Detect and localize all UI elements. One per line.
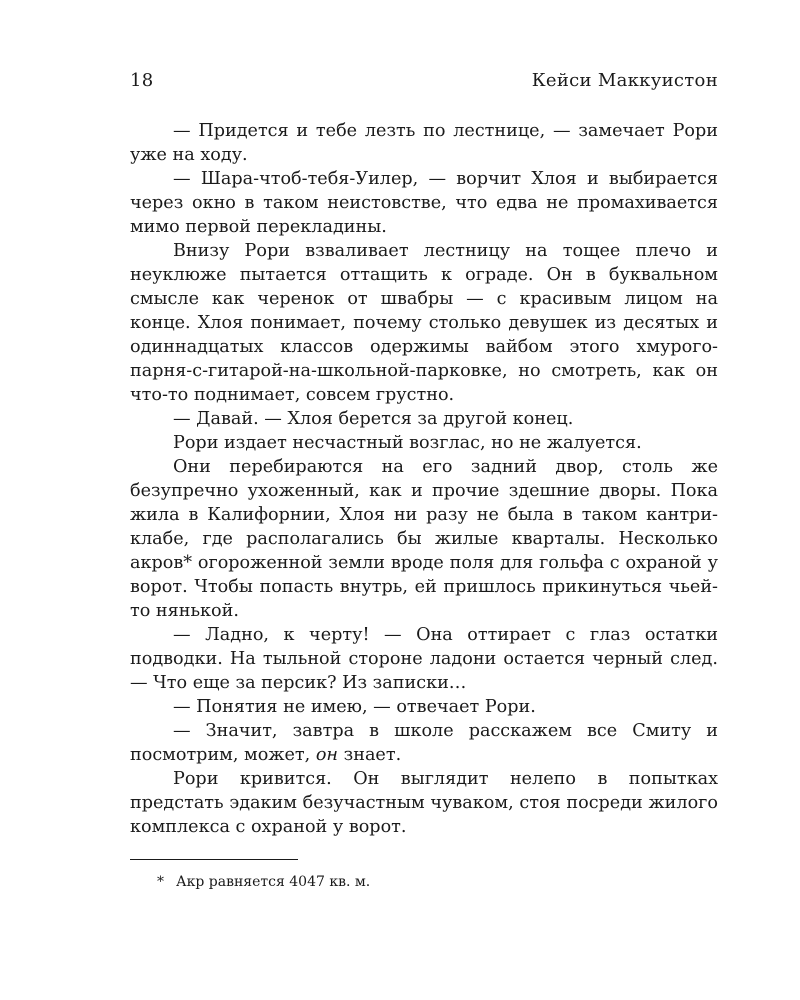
paragraph-2: — Шара-чтоб-тебя-Уилер, — ворчит Хлоя и выбирается через окно в таком неистовстве, что едва не промахивается мимо первой перекладины.: [130, 169, 718, 237]
paragraph-7: — Ладно, к черту! — Она оттирает с глаз остатки подводки. На тыльной стороне ладони остается черный след. — Что еще за персик? Из записки…: [130, 625, 718, 693]
footnote: [157, 872, 370, 892]
page-header: [130, 70, 718, 91]
footnote-text: Акр равняется 4047 кв. м.: [176, 874, 371, 890]
paragraph-5: Рори издает несчастный возглас, но не жалуется.: [173, 433, 642, 453]
page-number: 18: [130, 70, 154, 91]
paragraph-9-italic: он: [315, 745, 339, 765]
footnote-mark: *: [157, 874, 164, 890]
paragraph-9-end: знает.: [338, 745, 402, 765]
paragraph-3: Внизу Рори взваливает лестницу на тощее плечо и неуклюже пытается оттащить к ограде. Он в буквальном смысле как черенок от швабры — с красивым лицом на конце. Хлоя понимает, почему столько девушек из десятых и одиннадцатых классов одержимы вайбом этого хмурого-парня-с-гитарой-на-школьной-парковке, но смотреть, как он что-то поднимает, совсем грустно.: [130, 241, 718, 405]
paragraph-8: — Понятия не имею, — отвечает Рори.: [173, 697, 536, 717]
paragraph-4: — Давай. — Хлоя берется за другой конец.: [173, 409, 574, 429]
paragraph-9: [130, 719, 718, 767]
running-head-author: Кейси Маккуистон: [531, 70, 718, 91]
paragraph-10: Рори кривится. Он выглядит нелепо в попытках предстать эдаким безучастным чуваком, стоя посреди жилого комплекса с охраной у ворот.: [130, 769, 718, 837]
paragraph-9-start: — Значит, завтра в школе расскажем все Смиту и посмотрим, может,: [130, 721, 718, 765]
footnote-divider: [130, 859, 298, 860]
paragraph-6: Они перебираются на его задний двор, столь же безупречно ухоженный, как и прочие здешние дворы. Пока жила в Калифорнии, Хлоя ни разу не была в таком кантри-клабе, где располагались бы жилые кварталы. Несколько акров* огороженной земли вроде поля для гольфа с охраной у ворот. Чтобы попасть внутрь, ей пришлось прикинуться чьей-то нянькой.: [130, 457, 718, 621]
paragraph-1: — Придется и тебе лезть по лестнице, — замечает Рори уже на ходу.: [130, 121, 718, 165]
body-text: [130, 119, 718, 839]
